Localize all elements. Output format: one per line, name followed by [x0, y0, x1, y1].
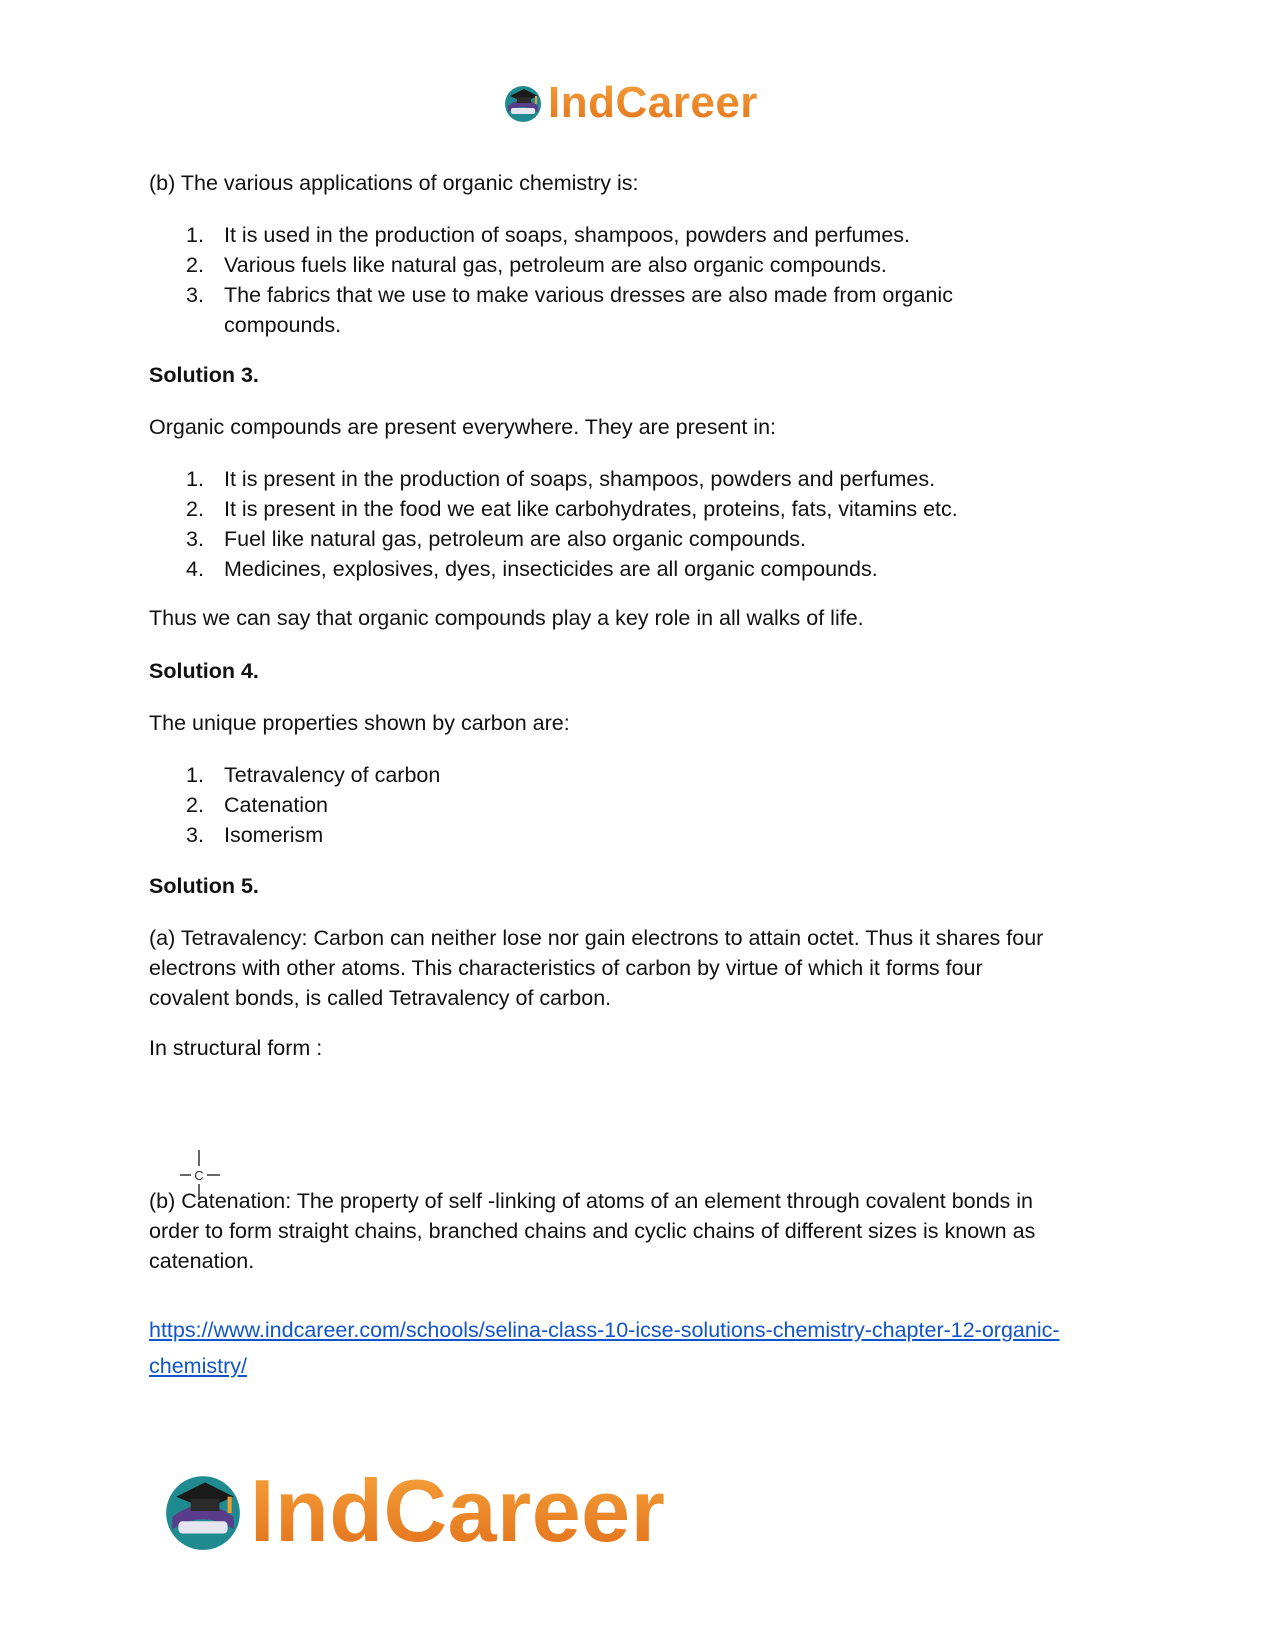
carbon-atom-label: C — [194, 1168, 204, 1183]
solution-4-intro: The unique properties shown by carbon are: — [149, 711, 570, 735]
header-logo — [502, 78, 758, 128]
graduation-cap-globe-icon — [160, 1468, 246, 1554]
paragraph-line: catenation. — [149, 1249, 255, 1273]
solution-5-a-paragraph — [149, 923, 1043, 1013]
list-item: 1. It is used in the production of soaps, shampoos, powders and perfumes. — [186, 223, 911, 247]
list-item: 1. Tetravalency of carbon — [186, 763, 441, 787]
paragraph-line: order to form straight chains, branched chains and cyclic chains of different sizes is known as — [149, 1219, 1036, 1243]
list-item: 2. Catenation — [186, 793, 328, 817]
link-line: chemistry/ — [149, 1354, 247, 1378]
solution-4-heading: Solution 4. — [149, 659, 259, 683]
list-item: 3. The fabrics that we use to make various dresses are also made from organic — [186, 283, 953, 307]
solution-4-list — [149, 760, 1149, 850]
footer-logo — [160, 1463, 665, 1558]
graduation-cap-globe-icon — [502, 82, 544, 124]
paragraph-line: (b) Catenation: The property of self -linking of atoms of an element through covalent bonds in — [149, 1189, 1033, 1213]
list-item: 4. Medicines, explosives, dyes, insecticides are all organic compounds. — [186, 557, 878, 581]
intro-b: (b) The various applications of organic chemistry is: — [149, 171, 639, 195]
list-item: 1. It is present in the production of soaps, shampoos, powders and perfumes. — [186, 467, 936, 491]
logo-text: IndCareer — [250, 1461, 666, 1560]
solution-3-list — [149, 464, 1149, 584]
structural-form-label: In structural form : — [149, 1036, 323, 1060]
list-item-continuation: compounds. — [224, 313, 342, 337]
link-line: https://www.indcareer.com/schools/selina-class-10-icse-solutions-chemistry-chapter-12-organic- — [149, 1318, 1060, 1342]
list-item: 3. Fuel like natural gas, petroleum are also organic compounds. — [186, 527, 807, 551]
logo-text: IndCareer — [548, 78, 758, 127]
solution-5-b-paragraph — [149, 1186, 1035, 1276]
list-item: 2. Various fuels like natural gas, petroleum are also organic compounds. — [186, 253, 887, 277]
solution-3-heading: Solution 3. — [149, 363, 259, 387]
paragraph-line: (a) Tetravalency: Carbon can neither lose nor gain electrons to attain octet. Thus it shares four — [149, 926, 1044, 950]
source-link[interactable] — [149, 1312, 1149, 1384]
list-item: 3. Isomerism — [186, 823, 324, 847]
paragraph-line: electrons with other atoms. This characteristics of carbon by virtue of which it forms four — [149, 956, 983, 980]
list-item: 2. It is present in the food we eat like carbohydrates, proteins, fats, vitamins etc. — [186, 497, 958, 521]
applications-list — [149, 220, 1149, 340]
solution-3-intro: Organic compounds are present everywhere. They are present in: — [149, 415, 777, 439]
solution-5-heading: Solution 5. — [149, 874, 259, 898]
paragraph-line: covalent bonds, is called Tetravalency of carbon. — [149, 986, 612, 1010]
solution-3-outro: Thus we can say that organic compounds play a key role in all walks of life. — [149, 606, 864, 630]
carbon-structural-formula — [178, 1148, 224, 1204]
